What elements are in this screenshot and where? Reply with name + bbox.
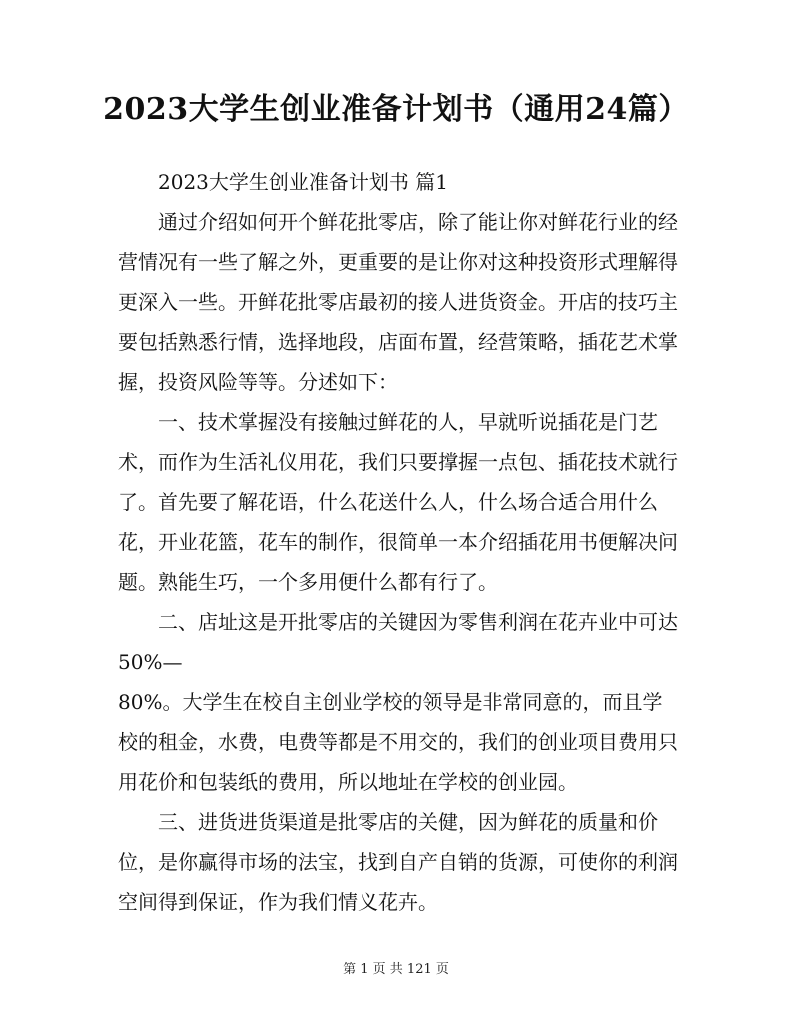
page-number-footer: 第 1 页 共 121 页 bbox=[343, 962, 449, 977]
paragraph-intro: 通过介绍如何开个鲜花批零店，除了能让你对鲜花行业的经营情况有一些了解之外，更重要的是让你对这种投资形式理解得更深入一些。开鲜花批零店最初的接人进货资金。开店的技巧主要包括熟悉行情，选择地段，店面布置，经营策略，插花艺术掌握，投资风险等等。分述如下： bbox=[118, 210, 678, 394]
document-body bbox=[118, 162, 678, 922]
paragraph-purchasing: 三、进货进货渠道是批零店的关健，因为鲜花的质量和价位，是你赢得市场的法宝，找到自产自销的货源，可使你的利润空间得到保证，作为我们情义花卉。 bbox=[118, 810, 678, 914]
paragraph-technique: 一、技术掌握没有接触过鲜花的人，早就听说插花是门艺术，而作为生活礼仪用花，我们只要撑握一点包、插花技术就行了。首先要了解花语，什么花送什么人，什么场合适合用什么花，开业花篮，花车的制作，很简单一本介绍插花用书便解决问题。熟能生巧，一个多用便什么都有行了。 bbox=[118, 410, 678, 594]
paragraph-location: 二、店址这是开批零店的关键因为零售利润在花卉业中可达50%— bbox=[118, 610, 678, 674]
section-heading: 2023大学生创业准备计划书 篇1 bbox=[158, 170, 448, 194]
document-title: 2023大学生创业准备计划书（通用24篇） bbox=[103, 92, 689, 127]
paragraph-location-continued: 80%。大学生在校自主创业学校的领导是非常同意的，而且学校的租金，水费，电费等都是不用交的，我们的创业项目费用只用花价和包装纸的费用，所以地址在学校的创业园。 bbox=[118, 690, 678, 794]
